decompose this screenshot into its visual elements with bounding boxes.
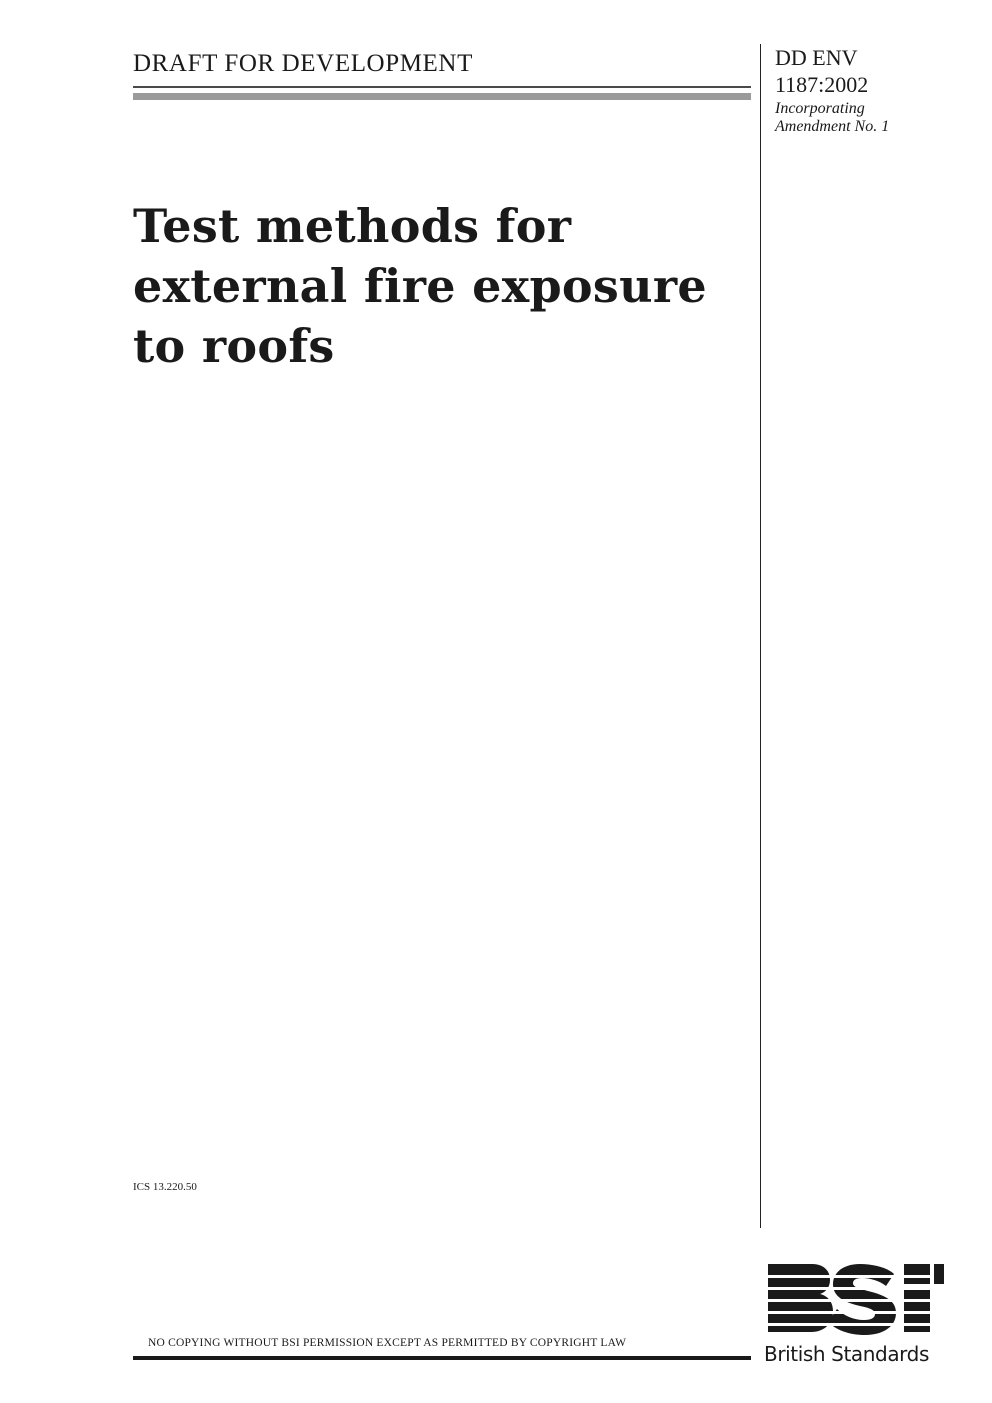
amendment-note bbox=[775, 100, 889, 136]
copyright-notice: NO COPYING WITHOUT BSI PERMISSION EXCEPT AS PERMITTED BY COPYRIGHT LAW bbox=[148, 1337, 627, 1349]
footer-rule bbox=[133, 1356, 751, 1360]
margin-divider bbox=[760, 44, 761, 1228]
document-title bbox=[133, 196, 753, 376]
bsi-logo-caption: British Standards bbox=[764, 1342, 929, 1366]
title-line2: external fire exposure bbox=[133, 259, 707, 313]
bsi-logo bbox=[764, 1260, 948, 1372]
amendment-line1: Incorporating bbox=[775, 100, 865, 117]
title-line3: to roofs bbox=[133, 319, 335, 373]
header-rule-thick bbox=[133, 93, 751, 100]
document-number-line1: DD ENV bbox=[775, 45, 858, 70]
bsi-logo-mark bbox=[764, 1260, 948, 1340]
document-number-line2: 1187:2002 bbox=[775, 72, 869, 97]
amendment-line2: Amendment No. 1 bbox=[775, 118, 890, 135]
title-line1: Test methods for bbox=[133, 199, 572, 253]
document-number bbox=[775, 44, 868, 98]
header-label: DRAFT FOR DEVELOPMENT bbox=[133, 50, 473, 77]
ics-code: ICS 13.220.50 bbox=[133, 1181, 197, 1193]
header-rule-thin bbox=[133, 86, 751, 88]
